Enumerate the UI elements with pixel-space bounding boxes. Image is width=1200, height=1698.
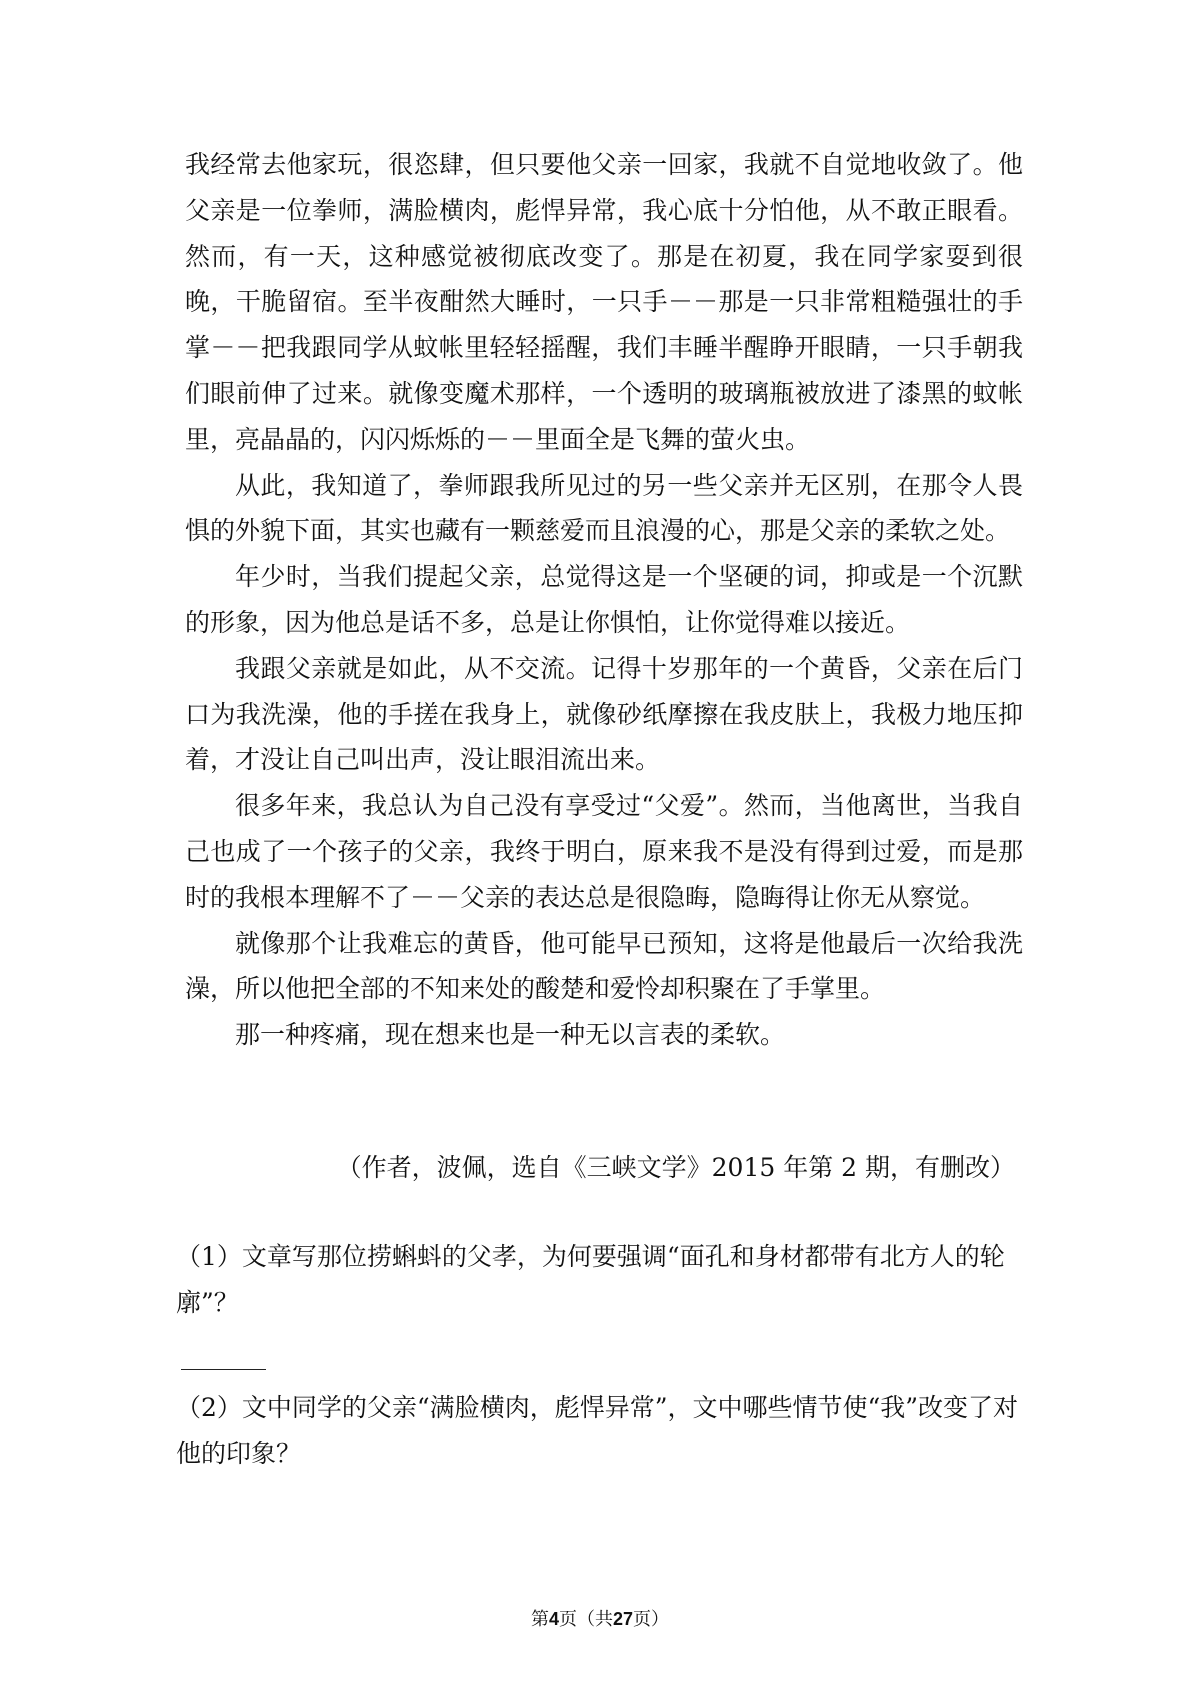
passage-paragraph-5: 很多年来，我总认为自己没有享受过“父爱”。然而，当他离世，当我自己也成了一个孩子的父亲，我终于明白，原来我不是没有得到过爱，而是那时的我根本理解不了－－父亲的表达总是很隐晦，隐晦得让你无从察觉。 [185,791,1023,912]
footer-middle: 页（共 [558,1609,613,1630]
footer-total-pages: 27 [612,1609,634,1629]
passage-paragraph-2: 从此，我知道了，拳师跟我所见过的另一些父亲并无区别，在那令人畏惧的外貌下面，其实也藏有一颗慈爱而且浪漫的心，那是父亲的柔软之处。 [185,470,1023,546]
passage-paragraph-1: 我经常去他家玩，很恣肆，但只要他父亲一回家，我就不自觉地收敛了。他父亲是一位拳师，满脸横肉，彪悍异常，我心底十分怕他，从不敢正眼看。然而，有一天，这种感觉被彻底改变了。那是在初夏，我在同学家耍到很晚，干脆留宿。至半夜酣然大睡时，一只手－－那是一只非常粗糙强壮的手掌－－把我跟同学从蚊帐里轻轻摇醒，我们丰睡半醒睁开眼睛，一只手朝我们眼前伸了过来。就像变魔术那样，一个透明的玻璃瓶被放进了漆黑的蚊帐里，亮晶晶的，闪闪烁烁的－－里面全是飞舞的萤火虫。 [185,150,1023,454]
passage-paragraph-3: 年少时，当我们提起父亲，总觉得这是一个坚硬的词，抑或是一个沉默的形象，因为他总是话不多，总是让你惧怕，让你觉得难以接近。 [185,562,1023,637]
question-1: （1）文章写那位捞蝌蚪的父孝，为何要强调“面孔和身材都带有北方人的轮廓”？ [176,1242,1005,1317]
passage-paragraph-7: 那一种疼痛，现在想来也是一种无以言表的柔软。 [235,1020,786,1050]
answer-line [181,1369,266,1370]
footer-current-page: 4 [548,1609,559,1629]
passage-paragraph-6: 就像那个让我难忘的黄昏，他可能早已预知，这将是他最后一次给我洗澡，所以他把全部的不知来处的酸楚和爱怜却积聚在了手掌里。 [185,928,1023,1004]
passage-paragraph-4: 我跟父亲就是如此，从不交流。记得十岁那年的一个黄昏，父亲在后门口为我洗澡，他的手搓在我身上，就像砂纸摩擦在我皮肤上，我极力地压抑着，才没让自己叫出声，没让眼泪流出来。 [185,653,1023,775]
source-citation: （作者，波佩，选自《三峡文学》2015 年第 2 期，有删改） [336,1153,1015,1182]
footer-prefix: 第 [530,1609,549,1630]
page-footer [0,1608,1200,1631]
question-2: （2）文中同学的父亲“满脸横肉，彪悍异常”，文中哪些情节使“我”改变了对他的印象？ [176,1393,1019,1468]
reading-passage [185,142,1023,1058]
footer-suffix: 页） [633,1609,670,1630]
